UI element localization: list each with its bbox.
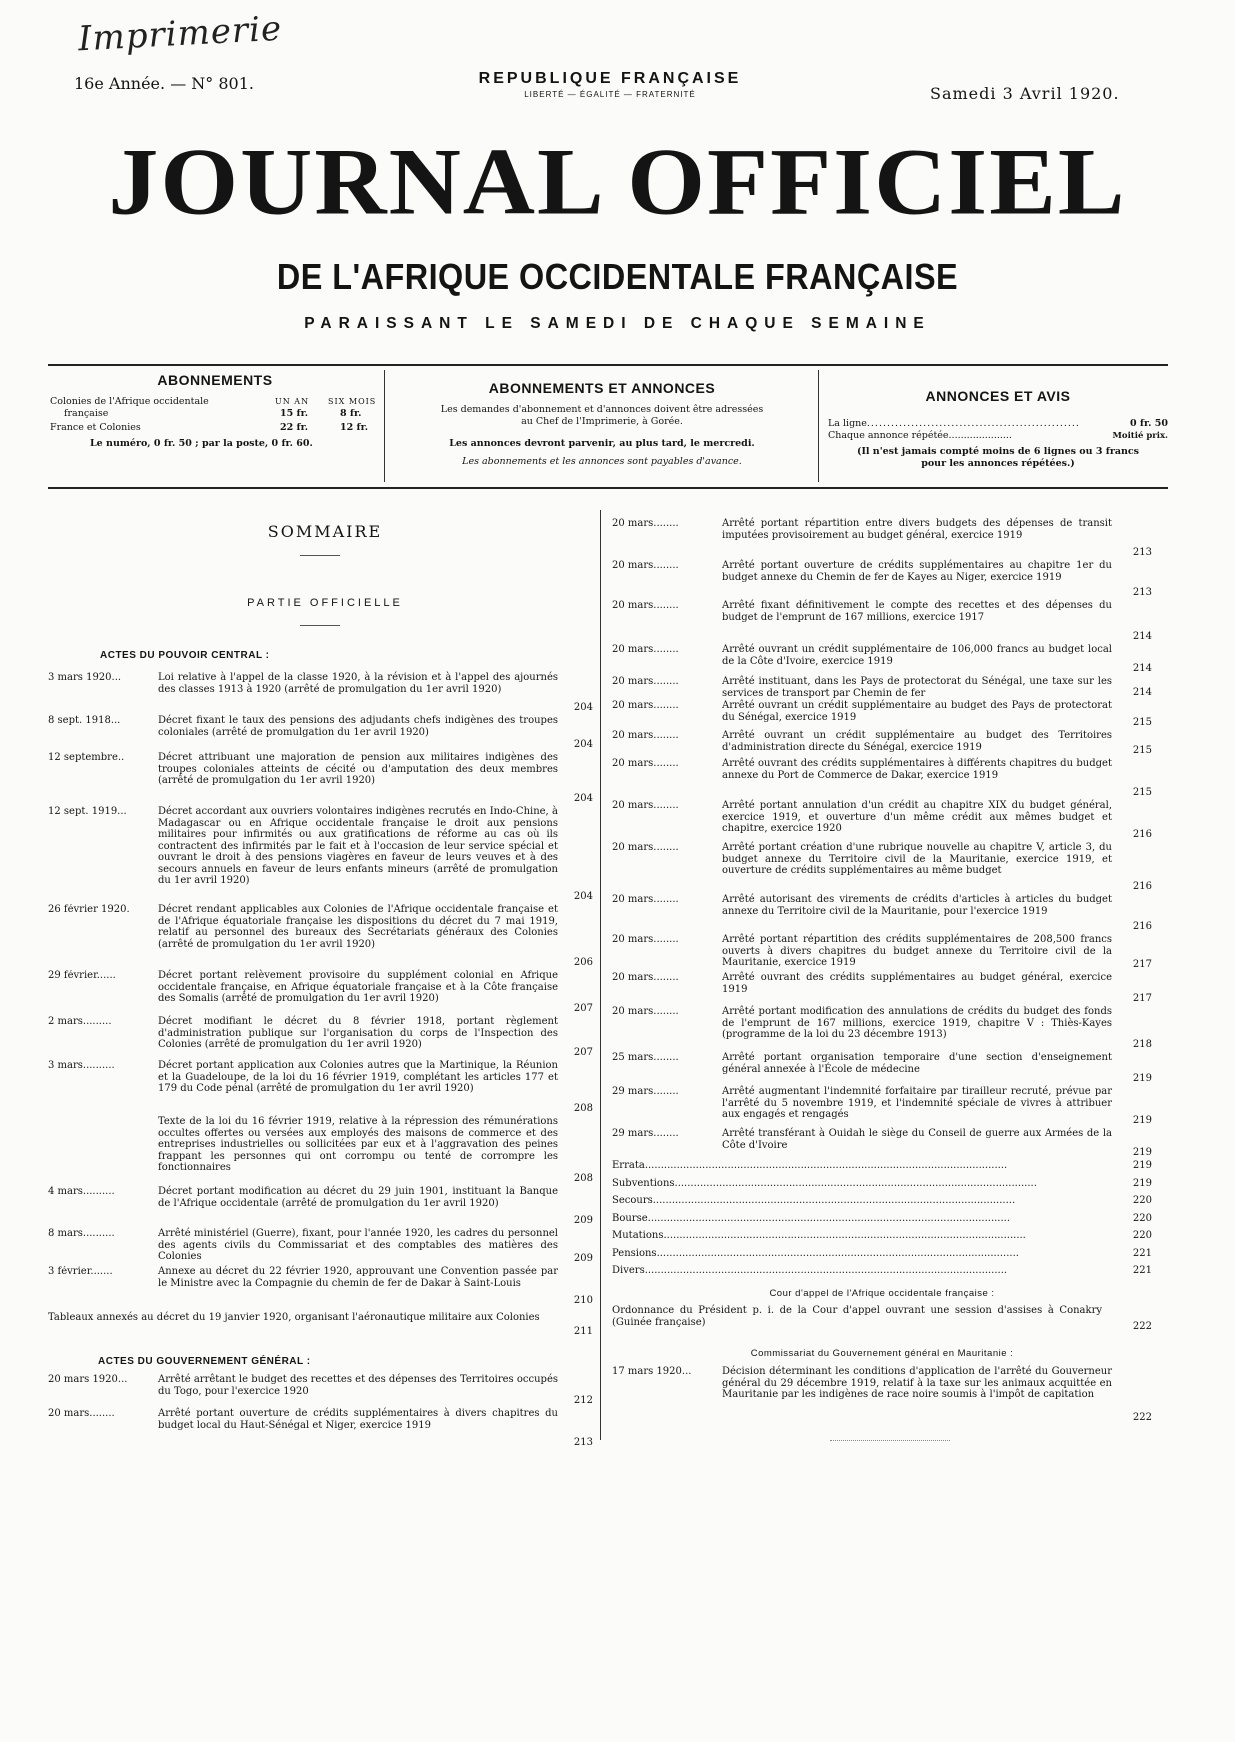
- toc-page: 214: [1132, 687, 1152, 698]
- toc-text: Arrêté portant ouverture de crédits supplémentaires au chapitre 1er du budget annexe du Chemin de fer de Kayes au Niger, exercice 1919: [722, 560, 1112, 583]
- republic-title: REPUBLIQUE FRANÇAISE: [478, 70, 742, 87]
- toc-text: Décret portant modification au décret du 29 juin 1901, instituant la Banque de l'Afrique occidentale (arrêté de promulgation du 1er avril 1920): [158, 1186, 558, 1209]
- toc-misc-row: Divers.................................................................................................................. 221: [612, 1265, 1152, 1276]
- toc-text: Décret modifiant le décret du 8 février 1918, portant règlement d'administration publique sur l'organisation du corps de l'Inspection des Colonies (arrêté de promulgation du 1er avril 1920): [158, 1016, 558, 1050]
- ligne-label: La ligne: [828, 418, 867, 429]
- toc-date: 20 mars........: [612, 600, 679, 611]
- toc-date: 20 mars........: [612, 758, 679, 769]
- toc-date: 12 sept. 1919...: [48, 806, 127, 817]
- toc-misc-row: Pensions.................................................................................................................. 221: [612, 1247, 1152, 1259]
- toc-entry: [612, 644, 1152, 676]
- toc-date: 20 mars........: [612, 730, 679, 741]
- abo-line4: Les abonnements et les annonces sont payables d'avance.: [462, 456, 742, 467]
- toc-entry: [612, 842, 1152, 894]
- col-six-mois: SIX MOIS: [328, 397, 377, 406]
- toc-entry: [612, 894, 1152, 934]
- row1-label-b: française: [64, 408, 109, 419]
- toc-page: 218: [1132, 1039, 1152, 1050]
- toc-page: 216: [1132, 921, 1152, 932]
- toc-entry: [48, 1060, 593, 1116]
- toc-text: Arrêté portant organisation temporaire d'une section d'enseignement général annexée à l'École de médecine: [722, 1052, 1112, 1075]
- toc-date: 20 mars........: [612, 518, 679, 529]
- commissariat-page: 222: [1132, 1412, 1152, 1423]
- toc-page: 210: [573, 1295, 593, 1306]
- masthead-subtitle: DE L'AFRIQUE OCCIDENTALE FRANÇAISE: [276, 256, 959, 297]
- toc-text: Arrêté ouvrant des crédits supplémentaires à différents chapitres du budget annexe du Port de Commerce de Dakar, exercice 1919: [722, 758, 1112, 781]
- cour-appel-entry: [612, 1305, 1152, 1333]
- top-rule: [48, 364, 1168, 366]
- toc-text: Arrêté transférant à Ouidah le siège du Conseil de guerre aux Armées de la Côte d'Ivoire: [722, 1128, 1112, 1151]
- toc-text: Arrêté ouvrant un crédit supplémentaire au budget des Pays de protectorat du Sénégal, exercice 1919: [722, 700, 1112, 723]
- toc-date: 20 mars........: [612, 700, 679, 711]
- toc-date: 20 mars........: [612, 644, 679, 655]
- toc-misc-label: Errata: [612, 1160, 645, 1171]
- toc-page: 212: [573, 1395, 593, 1406]
- commissariat-text: Décision déterminant les conditions d'application de l'arrêté du Gouverneur général du 29 décembre 1919, relatif à la taxe sur les animaux acquittée en Mauritanie par les indigènes de race noire soumis à l'impôt de capitation: [722, 1366, 1112, 1400]
- toc-text: Arrêté ouvrant un crédit supplémentaire de 106,000 francs au budget local de la Côte d'Ivoire, exercice 1919: [722, 644, 1112, 667]
- toc-date: 29 mars........: [612, 1128, 679, 1139]
- toc-date: 12 septembre..: [48, 752, 125, 763]
- toc-page: 204: [573, 702, 593, 713]
- toc-page: 213: [1132, 547, 1152, 558]
- toc-date: 2 mars.........: [48, 1016, 112, 1027]
- toc-date: 20 mars........: [612, 800, 679, 811]
- toc-misc-page: 220: [1129, 1195, 1152, 1207]
- toc-entry: [48, 1186, 593, 1228]
- toc-page: 213: [573, 1437, 593, 1448]
- toc-page: 215: [1132, 787, 1152, 798]
- toc-entry: [48, 806, 593, 904]
- cour-appel-text: Ordonnance du Président p. i. de la Cour d'appel ouvrant une session d'assises à Conakry (Guinée française): [612, 1305, 1102, 1328]
- republic-block: [440, 70, 780, 99]
- toc-page: 209: [573, 1253, 593, 1264]
- republic-motto: LIBERTÉ — ÉGALITÉ — FRATERNITÉ: [524, 90, 696, 99]
- toc-misc-label: Mutations: [612, 1230, 664, 1241]
- handwritten-annotation: Imprimerie: [77, 8, 284, 60]
- toc-misc-label: Secours: [612, 1195, 653, 1206]
- toc-text: Arrêté portant répartition entre divers budgets des dépenses de transit imputées provisoirement au budget général, exercice 1919: [722, 518, 1112, 541]
- toc-text: Décret accordant aux ouvriers volontaires indigènes recrutés en Indo-Chine, à Madagascar ou en Afrique occidentale française le droit aux pensions militaires pour infirmités ou aux gratifications de réforme au cas où ils contractent des infirmités par le fait et à l'occasion de leur service spécial et ouvrant le droit à des pensions viagères en faveur de leurs veuves et à des secours annuels en faveur de leurs enfants mineurs (arrêté de promulgation du 1er avril 1920): [158, 806, 558, 886]
- toc-misc-row: Subventions.................................................................................................................. 219: [612, 1177, 1152, 1189]
- toc-misc-page: 219: [1129, 1160, 1152, 1172]
- toc-misc-page: 220: [1129, 1230, 1152, 1242]
- toc-date: 20 mars........: [612, 560, 679, 571]
- toc-page: 204: [573, 739, 593, 750]
- section-pouvoir-central: ACTES DU POUVOIR CENTRAL :: [100, 650, 270, 661]
- toc-entry: [612, 730, 1152, 758]
- toc-misc-page: 221: [1129, 1265, 1152, 1277]
- toc-text: Tableaux annexés au décret du 19 janvier 1920, organisant l'aéronautique militaire aux Colonies: [48, 1312, 540, 1323]
- toc-text: Décret portant relèvement provisoire du supplément colonial en Afrique occidentale française, en Afrique équatoriale française et à la Côte française des Somalis (arrêté de promulgation du 1er avril 1920): [158, 970, 558, 1004]
- masthead-title: JOURNAL OFFICIEL: [108, 128, 1127, 235]
- toc-entry: [612, 758, 1152, 800]
- sommaire-title: SOMMAIRE: [267, 522, 383, 541]
- abo-line2: au Chef de l'Imprimerie, à Gorée.: [521, 416, 683, 427]
- toc-text: Arrêté portant répartition des crédits supplémentaires de 208,500 francs ouverts à divers chapitres du budget annexe du Territoire civil de la Mauritanie, exercice 1919: [722, 934, 1112, 968]
- toc-text: Arrêté portant ouverture de crédits supplémentaires à divers chapitres du budget local du Haut-Sénégal et Niger, exercice 1919: [158, 1408, 558, 1431]
- toc-misc-page: 220: [1129, 1213, 1152, 1225]
- toc-entry-tableaux: [48, 1312, 593, 1344]
- toc-page: 215: [1132, 717, 1152, 728]
- annonces-avis-title: ANNONCES ET AVIS: [925, 388, 1071, 404]
- toc-misc-page: 221: [1129, 1248, 1152, 1260]
- cour-appel-section: Cour d'appel de l'Afrique occidentale française :: [769, 1288, 995, 1299]
- toc-entry: [48, 1408, 593, 1450]
- box-divider-right: [818, 370, 819, 482]
- toc-entry: [612, 934, 1152, 972]
- toc-page: 204: [573, 891, 593, 902]
- partie-officielle: PARTIE OFFICIELLE: [247, 597, 403, 609]
- abo-annonces-title: ABONNEMENTS ET ANNONCES: [488, 380, 716, 396]
- toc-date: 20 mars........: [612, 1006, 679, 1017]
- toc-text: Arrêté ouvrant des crédits supplémentaires au budget général, exercice 1919: [722, 972, 1112, 995]
- toc-page: 208: [573, 1103, 593, 1114]
- toc-date: 20 mars........: [48, 1408, 115, 1419]
- toc-entry: [48, 904, 593, 970]
- toc-page: 216: [1132, 881, 1152, 892]
- toc-date: 8 mars..........: [48, 1228, 115, 1239]
- toc-date: 3 février.......: [48, 1266, 113, 1277]
- toc-misc-label: Subventions: [612, 1177, 675, 1189]
- toc-page: 216: [1132, 829, 1152, 840]
- row1-six: 8 fr.: [340, 408, 362, 419]
- toc-text: Arrêté portant création d'une rubrique nouvelle au chapitre V, article 3, du budget annexe du Territoire civil de la Mauritanie, exercice 1919, et ouverture de crédits supplémentaires au même budget: [722, 842, 1112, 876]
- toc-date: 26 février 1920.: [48, 904, 130, 915]
- abonnements-box: [50, 372, 380, 476]
- commissariat-entry: [612, 1366, 1152, 1422]
- cour-appel-page: 222: [1132, 1321, 1152, 1332]
- toc-entry: [48, 752, 593, 806]
- partie-rule: [300, 625, 340, 626]
- toc-page: 214: [1132, 663, 1152, 674]
- repetee-label: Chaque annonce répétée: [828, 430, 949, 441]
- toc-entry: [612, 518, 1152, 560]
- toc-misc-row: Errata.................................................................................................................. 219: [612, 1160, 1152, 1171]
- commissariat-section: Commissariat du Gouvernement général en Mauritanie :: [750, 1348, 1014, 1359]
- toc-entry: [612, 972, 1152, 1006]
- toc-entry: [612, 600, 1152, 644]
- toc-misc-page: 219: [1129, 1178, 1152, 1190]
- row1-an: 15 fr.: [280, 408, 309, 419]
- row2-label: France et Colonies: [50, 422, 141, 433]
- row2-an: 22 fr.: [280, 422, 309, 433]
- toc-text: Arrêté portant modification des annulations de crédits du budget des fonds de l'emprunt de 167 millions, exercice 1919, chapitre V : Thiès-Kayes (programme de la loi du 23 décembre 1913): [722, 1006, 1112, 1040]
- toc-page: 219: [1132, 1147, 1152, 1158]
- toc-misc-label: Bourse: [612, 1212, 648, 1224]
- box-divider-left: [384, 370, 385, 482]
- end-rule: [830, 1440, 950, 1442]
- toc-page: 217: [1132, 993, 1152, 1004]
- toc-entry: [612, 1052, 1152, 1086]
- toc-misc-row: Mutations.................................................................................................................. 220: [612, 1230, 1152, 1241]
- toc-date: 20 mars........: [612, 842, 679, 853]
- ligne-price: 0 fr. 50: [1130, 418, 1168, 429]
- toc-text: Loi relative à l'appel de la classe 1920, à la révision et à l'appel des ajournés des classes 1913 à 1920 (arrêté de promulgation du 1er avril 1920): [158, 672, 558, 695]
- toc-entry: [612, 560, 1152, 600]
- toc-text: Arrêté augmentant l'indemnité forfaitaire par tirailleur recruté, prévue par l'arrêté du 5 novembre 1919, et l'indemnité spéciale de vivres à attribuer aux engagés et rengagés: [722, 1086, 1112, 1120]
- toc-text: Arrêté instituant, dans les Pays de protectorat du Sénégal, une taxe sur les services de transport par Chemin de fer: [722, 676, 1112, 699]
- toc-date: 25 mars........: [612, 1052, 679, 1063]
- publication-frequency: PARAISSANT LE SAMEDI DE CHAQUE SEMAINE: [304, 315, 931, 332]
- sommaire-rule: [300, 555, 340, 556]
- toc-entry: [48, 1266, 593, 1308]
- toc-misc-row: Secours.................................................................................................................. 220: [612, 1195, 1152, 1206]
- toc-date: 20 mars 1920...: [48, 1374, 128, 1385]
- issue-date: Samedi 3 Avril 1920.: [930, 84, 1120, 103]
- row2-six: 12 fr.: [340, 422, 369, 433]
- toc-entry: [48, 1116, 593, 1186]
- toc-text: Arrêté ouvrant un crédit supplémentaire au budget des Territoires d'administration directe du Sénégal, exercice 1919: [722, 730, 1112, 753]
- toc-page: 209: [573, 1215, 593, 1226]
- toc-page: 215: [1132, 745, 1152, 756]
- toc-entry: [48, 715, 593, 752]
- commissariat-date: 17 mars 1920...: [612, 1366, 692, 1377]
- column-divider: [600, 510, 601, 1440]
- abo-line1: Les demandes d'abonnement et d'annonces doivent être adressées: [440, 404, 764, 415]
- toc-date: 20 mars........: [612, 676, 679, 687]
- toc-entry: [48, 1374, 593, 1408]
- toc-page: 219: [1132, 1115, 1152, 1126]
- abo-line3: Les annonces devront parvenir, au plus tard, le mercredi.: [449, 438, 755, 449]
- toc-date: 29 mars........: [612, 1086, 679, 1097]
- toc-page: 217: [1132, 959, 1152, 970]
- abonnements-title: ABONNEMENTS: [157, 372, 273, 388]
- toc-misc-label: Pensions: [612, 1247, 657, 1259]
- row1-label-a: Colonies de l'Afrique occidentale: [50, 396, 209, 407]
- toc-date: 3 mars 1920...: [48, 672, 122, 683]
- bottom-rule: [48, 487, 1168, 489]
- toc-text: Arrêté fixant définitivement le compte des recettes et des dépenses du budget de l'emprunt de 167 millions, exercice 1917: [722, 600, 1112, 623]
- toc-text: Décret fixant le taux des pensions des adjudants chefs indigènes des troupes coloniales (arrêté de promulgation du 1er avril 1920): [158, 715, 558, 738]
- toc-date: 20 mars........: [612, 894, 679, 905]
- numero-price: Le numéro, 0 fr. 50 ; par la poste, 0 fr. 60.: [90, 438, 313, 449]
- toc-page: 204: [573, 793, 593, 804]
- toc-entry: [612, 1086, 1152, 1128]
- toc-entry: [612, 676, 1152, 700]
- toc-page: 213: [1132, 587, 1152, 598]
- toc-text: Texte de la loi du 16 février 1919, relative à la répression des rémunérations occultes offertes ou versées aux employés des maisons de commerce et des entreprises industrielles ou sollicitées par eux et à l'aggravation des peines frappant les personnes qui ont corrompu ou tenté de corrompre les fonctionnaires: [158, 1116, 558, 1173]
- toc-page: 211: [573, 1326, 593, 1337]
- col-un-an: UN AN: [275, 397, 310, 406]
- annonces-avis-box: ANNONCES ET AVIS La ligne..................................................... 0 fr. 50 Chaque annonce répétée..................... Moitié prix. (Il n'est jamais compté moins de 6 lignes ou 3 francs pour les annonces répétées.): [828, 388, 1168, 469]
- toc-text: Décret portant application aux Colonies autres que la Martinique, la Réunion et la Guadeloupe, de la loi du 16 février 1919, complétant les articles 177 et 179 du Code pénal (arrêté de promulgation du 1er avril 1920): [158, 1060, 558, 1094]
- annonces-note2: pour les annonces répétées.): [921, 458, 1075, 469]
- toc-date: 4 mars..........: [48, 1186, 115, 1197]
- toc-text: Décret attribuant une majoration de pension aux militaires indigènes des troupes coloniales atteints de cécité ou d'amputation des deux membres (arrêté de promulgation du 1er avril 1920): [158, 752, 558, 786]
- toc-entry: [612, 1006, 1152, 1052]
- toc-misc-label: Divers: [612, 1265, 645, 1276]
- toc-misc-row: Bourse.................................................................................................................. 220: [612, 1212, 1152, 1224]
- toc-entry: [48, 970, 593, 1016]
- abo-annonces-box: [392, 380, 812, 468]
- toc-text: Décret rendant applicables aux Colonies de l'Afrique occidentale française et de l'Afrique équatoriale française les dispositions du décret du 7 mai 1919, relatif au personnel des bureaux des Secrétariats généraux des Colonies (arrêté de promulgation du 1er avril 1920): [158, 904, 558, 950]
- toc-page: 219: [1132, 1073, 1152, 1084]
- toc-text: Arrêté autorisant des virements de crédits d'articles à articles du budget annexe du Territoire civil de la Mauritanie, pour l'exercice 1919: [722, 894, 1112, 917]
- toc-entry: [48, 1228, 593, 1266]
- toc-text: Arrêté arrêtant le budget des recettes et des dépenses des Territoires occupés du Togo, pour l'exercice 1920: [158, 1374, 558, 1397]
- toc-entry: [48, 1016, 593, 1060]
- toc-date: 20 mars........: [612, 972, 679, 983]
- toc-entry: [612, 800, 1152, 842]
- toc-date: 8 sept. 1918...: [48, 715, 121, 726]
- toc-page: 208: [573, 1173, 593, 1184]
- section-gouvernement-general: ACTES DU GOUVERNEMENT GÉNÉRAL :: [98, 1356, 311, 1367]
- toc-page: 207: [573, 1047, 593, 1058]
- repetee-price: Moitié prix.: [1112, 431, 1168, 441]
- toc-date: 29 février......: [48, 970, 116, 981]
- toc-text: Arrêté ministériel (Guerre), fixant, pour l'année 1920, les cadres du personnel des agents civils du Commissariat et des comptables des matières des Colonies: [158, 1228, 558, 1262]
- toc-entry: [48, 672, 593, 715]
- toc-date: 20 mars........: [612, 934, 679, 945]
- toc-text: Annexe au décret du 22 février 1920, approuvant une Convention passée par le Ministre avec la Compagnie du chemin de fer de Dakar à Saint-Louis: [158, 1266, 558, 1289]
- toc-page: 214: [1132, 631, 1152, 642]
- toc-text: Arrêté portant annulation d'un crédit au chapitre XIX du budget général, exercice 1919, et ouverture d'un même crédit aux mêmes budget et chapitre, exercice 1920: [722, 800, 1112, 834]
- toc-entry: [612, 1128, 1152, 1160]
- toc-page: 207: [573, 1003, 593, 1014]
- issue-number: 16e Année. — N° 801.: [74, 74, 254, 93]
- toc-entry: [612, 700, 1152, 730]
- toc-page: 206: [573, 957, 593, 968]
- toc-date: 3 mars..........: [48, 1060, 115, 1071]
- annonces-note1: (Il n'est jamais compté moins de 6 lignes ou 3 francs: [856, 446, 1140, 457]
